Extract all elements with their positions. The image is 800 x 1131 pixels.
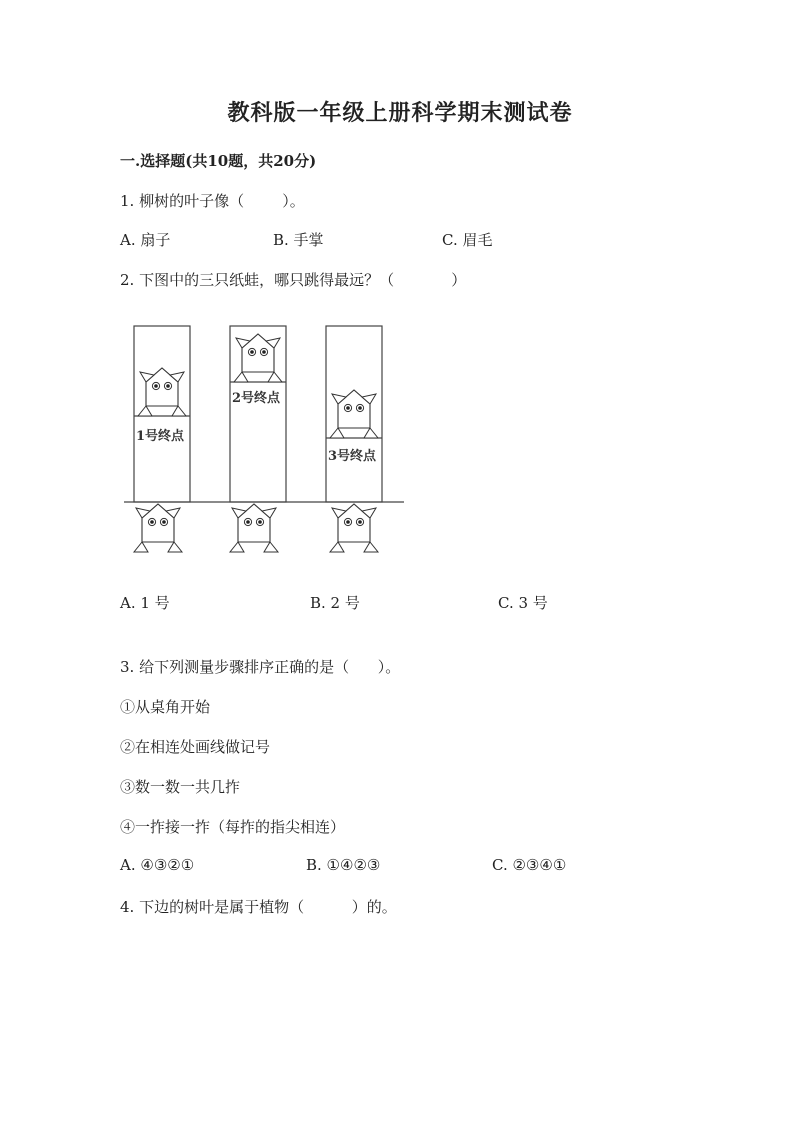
question-2-option-a[interactable]: A. 1 号 [120, 594, 170, 612]
frog-3-finish [330, 390, 378, 438]
page-title: 教科版一年级上册科学期末测试卷 [227, 100, 573, 126]
finish-label-3: 3号终点 [328, 449, 377, 464]
frog-1-start [134, 504, 182, 552]
question-3-step-2: ②在相连处画线做记号 [120, 738, 271, 756]
question-3-option-b[interactable]: B. ①④②③ [306, 856, 381, 874]
question-2-option-c[interactable]: C. 3 号 [498, 594, 548, 612]
question-3-option-a[interactable]: A. ④③②① [120, 856, 195, 874]
question-3-stem: 3. 给下列测量步骤排序正确的是（ ）。 [120, 658, 401, 676]
question-3-step-3: ③数一数一共几拃 [120, 778, 241, 796]
question-1-stem: 1. 柳树的叶子像（ ）。 [120, 192, 305, 210]
question-4-stem: 4. 下边的树叶是属于植物（ ）的。 [120, 898, 397, 916]
frog-2-start [230, 504, 278, 552]
section-heading: 一.选择题(共10题，共20分) [120, 152, 317, 170]
question-2-stem: 2. 下图中的三只纸蛙，哪只跳得最远？（ ） [120, 271, 467, 289]
paper-frog-figure [124, 318, 404, 560]
question-3-option-c[interactable]: C. ②③④① [492, 856, 567, 874]
finish-label-1: 1号终点 [136, 429, 185, 444]
question-2-option-b[interactable]: B. 2 号 [310, 594, 360, 612]
frog-1-finish [138, 368, 186, 416]
question-3-step-1: ①从桌角开始 [120, 698, 211, 716]
frog-2-finish [234, 334, 282, 382]
question-1-option-a[interactable]: A. 扇子 [120, 231, 171, 249]
question-1-option-c[interactable]: C. 眉毛 [442, 231, 493, 249]
finish-label-2: 2号终点 [232, 391, 281, 406]
question-3-step-4: ④一拃接一拃（每拃的指尖相连） [120, 818, 346, 836]
question-1-option-b[interactable]: B. 手掌 [273, 231, 324, 249]
frog-3-start [330, 504, 378, 552]
